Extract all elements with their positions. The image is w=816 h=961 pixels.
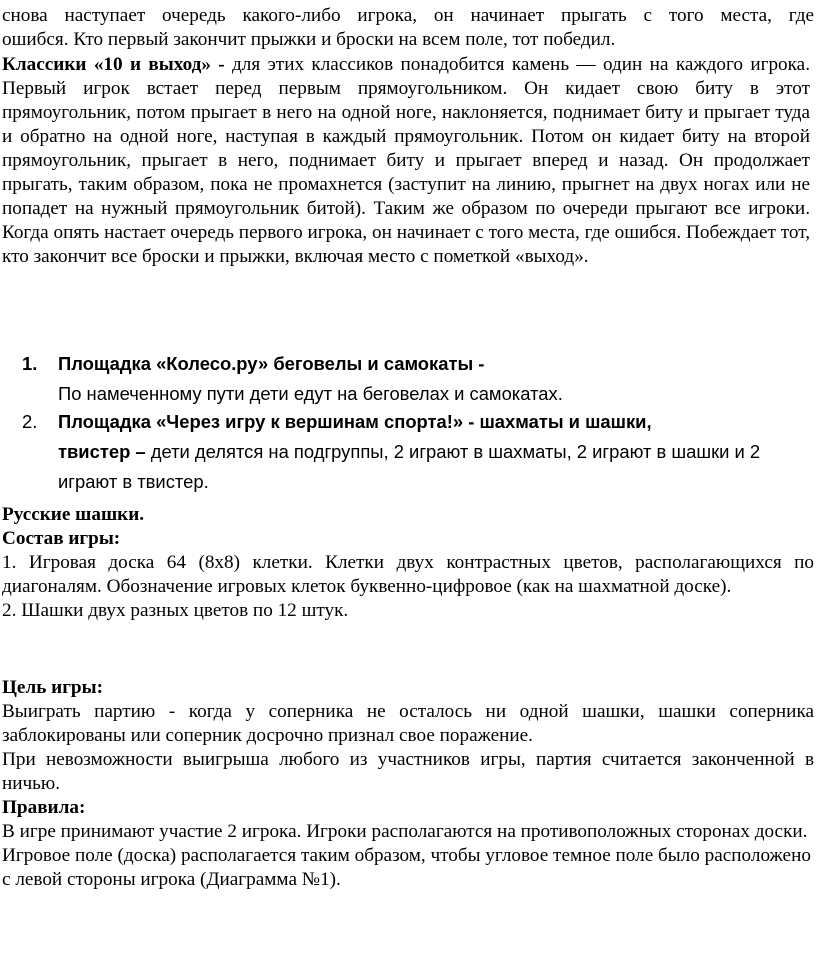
composition-item-2: 2. Шашки двух разных цветов по 12 штук. (2, 600, 349, 621)
klassiki-paragraph (2, 53, 810, 269)
checkers-section (2, 503, 814, 623)
rules-text-2: Игровое поле (доска) располагается таким образом, чтобы угловое темное поле было расположено с левой стороны игрока (Диаграмма №1). (2, 845, 811, 890)
list-item-2-title-line-2: твистер – (58, 441, 146, 462)
goal-text-1: Выиграть партию - когда у соперника не осталось ни одной шашки, шашки соперника заблокированы или соперник досрочно признал свое поражение. (2, 701, 814, 746)
intro-line-2: ошибся. Кто первый закончит прыжки и броски на всем поле, тот победил. (2, 29, 616, 50)
rules-heading: Правила: (2, 797, 86, 818)
intro-line-1: снова наступает очередь какого-либо игрока, он начинает прыгать с того места, где (2, 5, 814, 26)
list-item-kolesoru (22, 349, 786, 409)
klassiki-title: Классики «10 и выход» - (2, 54, 225, 75)
goal-section (2, 676, 814, 892)
list-item-1-text: По намеченному пути дети едут на беговелах и самокатах. (58, 383, 563, 404)
goal-text-2: При невозможности выигрыша любого из участников игры, партия считается законченной в ничью. (2, 749, 814, 794)
composition-item-1: 1. Игровая доска 64 (8х8) клетки. Клетки двух контрастных цветов, располагающихся по диагоналям. Обозначение игровых клеток буквенно-цифровое (как на шахматной доске). (2, 552, 814, 597)
klassiki-text: для этих классиков понадобится камень — один на каждого игрока. Первый игрок встает перед первым прямоугольником. Он кидает свою биту в этот прямоугольник, потом прыгает в него на одной ноге, наклоняется, поднимает биту и прыгает туда и обратно на одной ноге, наступая в каждый прямоугольник. Потом он кидает биту на второй прямоугольник, прыгает в него, поднимает биту и прыгает вперед и назад. Он продолжает прыгать, таким образом, пока не промахнется (заступит на линию, прыгнет на двух ногах или не попадет на нужный прямоугольник битой). Таким же образом по очереди прыгают все игроки. Когда опять настает очередь первого игрока, он начинает с того места, где ошибся. Побеждает тот, кто закончит все броски и прыжки, включая место с пометкой «выход». (2, 54, 810, 267)
list-item-2-text: дети делятся на подгруппы, 2 играют в шахматы, 2 играют в шашки и 2 играют в твистер. (58, 441, 761, 492)
composition-heading: Состав игры: (2, 528, 121, 549)
list-item-1-title: Площадка «Колесо.ру» беговелы и самокаты - (58, 353, 485, 374)
list-number-2: 2. (22, 411, 38, 432)
checkers-heading: Русские шашки. (2, 504, 145, 525)
list-item-2-title-line-1: Площадка «Через игру к вершинам спорта!» - шахматы и шашки, (58, 411, 652, 432)
list-item-sport-games (22, 407, 786, 497)
intro-paragraph (2, 4, 814, 52)
goal-heading: Цель игры: (2, 677, 103, 698)
list-number-1: 1. (22, 353, 38, 374)
rules-text-1: В игре принимают участие 2 игрока. Игроки располагаются на противоположных сторонах доски. (2, 821, 808, 842)
